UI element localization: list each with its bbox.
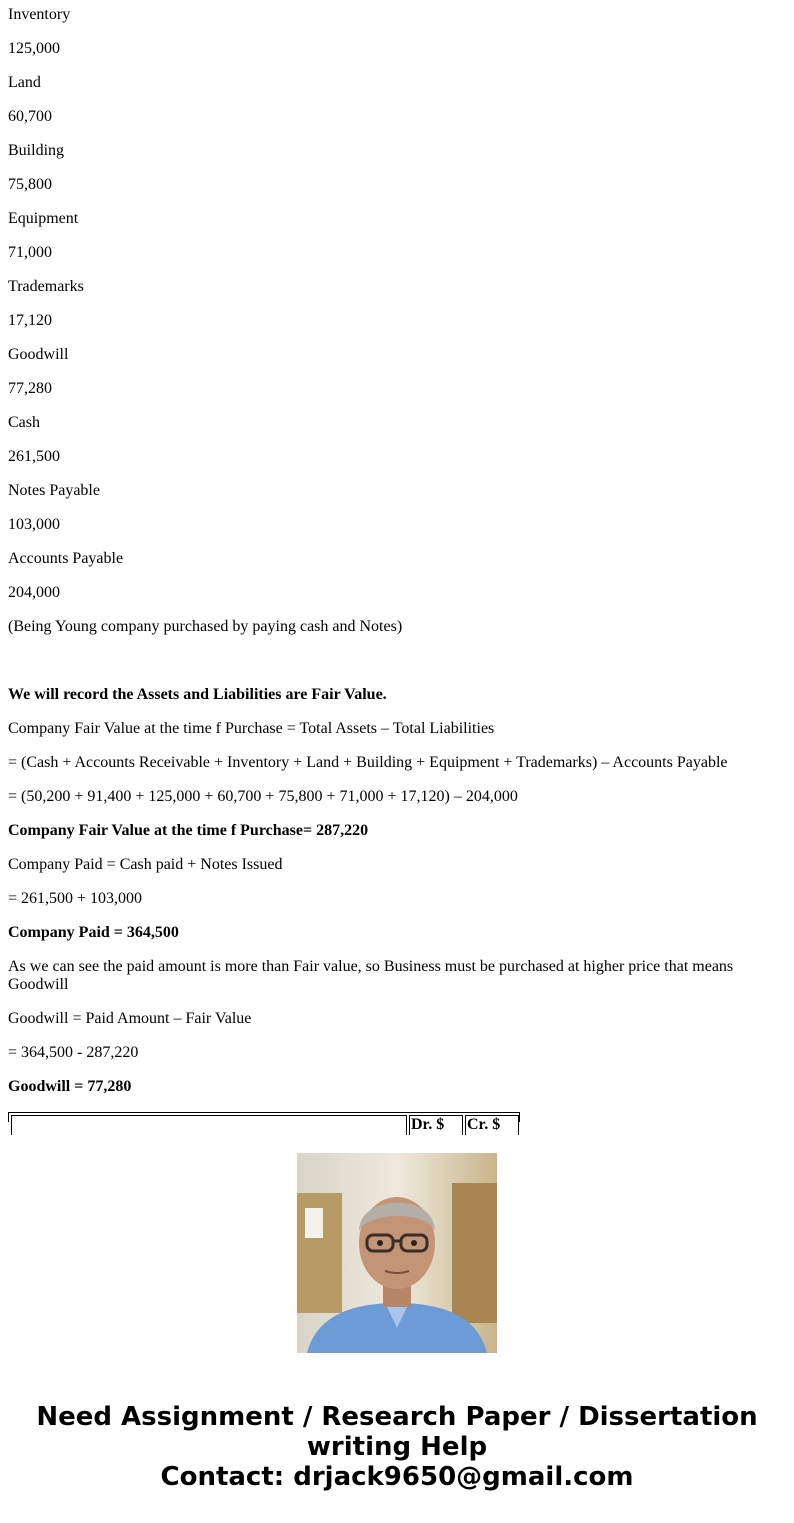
footer-contact-banner [0, 1402, 794, 1492]
table-header-credit: Cr. $ [465, 1115, 519, 1135]
entry-label-building: Building [8, 142, 65, 159]
fair-value-result: Company Fair Value at the time f Purchase= 287,220 [8, 822, 369, 839]
fair-value-numbers: = (50,200 + 91,400 + 125,000 + 60,700 + 75,800 + 71,000 + 17,120) – 204,000 [8, 788, 518, 805]
paid-formula: Company Paid = Cash paid + Notes Issued [8, 856, 283, 873]
explanation-heading: We will record the Assets and Liabilities are Fair Value. [8, 686, 387, 703]
entry-value-land: 60,700 [8, 108, 52, 125]
entry-value-inventory: 125,000 [8, 40, 60, 57]
goodwill-formula: Goodwill = Paid Amount – Fair Value [8, 1010, 252, 1027]
fair-value-formula: Company Fair Value at the time f Purchase = Total Assets – Total Liabilities [8, 720, 495, 737]
entry-value-trademarks: 17,120 [8, 312, 52, 329]
goodwill-result: Goodwill = 77,280 [8, 1078, 132, 1095]
goodwill-numbers: = 364,500 - 287,220 [8, 1044, 139, 1061]
footer-line-1: Need Assignment / Research Paper / Dissertation [36, 1402, 758, 1432]
footer-line-2: writing Help [306, 1432, 488, 1462]
entry-label-inventory: Inventory [8, 6, 71, 23]
footer-line-3: Contact: drjack9650@gmail.com [160, 1462, 634, 1492]
entry-value-notes-payable: 103,000 [8, 516, 60, 533]
entry-value-goodwill: 77,280 [8, 380, 52, 397]
entry-label-trademarks: Trademarks [8, 278, 84, 295]
entry-label-cash: Cash [8, 414, 40, 431]
entry-label-accounts-payable: Accounts Payable [8, 550, 124, 567]
paid-result: Company Paid = 364,500 [8, 924, 179, 941]
entry-label-land: Land [8, 74, 41, 91]
entry-narration: (Being Young company purchased by paying cash and Notes) [8, 618, 403, 635]
entry-value-building: 75,800 [8, 176, 52, 193]
entry-value-accounts-payable: 204,000 [8, 584, 60, 601]
avatar-portrait [297, 1153, 497, 1353]
journal-table-cutoff [8, 1112, 520, 1133]
entry-label-notes-payable: Notes Payable [8, 482, 100, 499]
fair-value-expansion: = (Cash + Accounts Receivable + Inventory + Land + Building + Equipment + Trademarks) – Accounts Payable [8, 754, 728, 771]
entry-label-goodwill: Goodwill [8, 346, 69, 363]
avatar [297, 1153, 497, 1353]
entry-value-equipment: 71,000 [8, 244, 52, 261]
entry-label-equipment: Equipment [8, 210, 79, 227]
goodwill-conclusion: As we can see the paid amount is more than Fair value, so Business must be purchased at higher price that means Goodwill [8, 958, 734, 993]
entry-value-cash: 261,500 [8, 448, 60, 465]
paid-numbers: = 261,500 + 103,000 [8, 890, 143, 907]
table-header-debit: Dr. $ [409, 1115, 463, 1135]
table-header-particulars [11, 1115, 407, 1135]
